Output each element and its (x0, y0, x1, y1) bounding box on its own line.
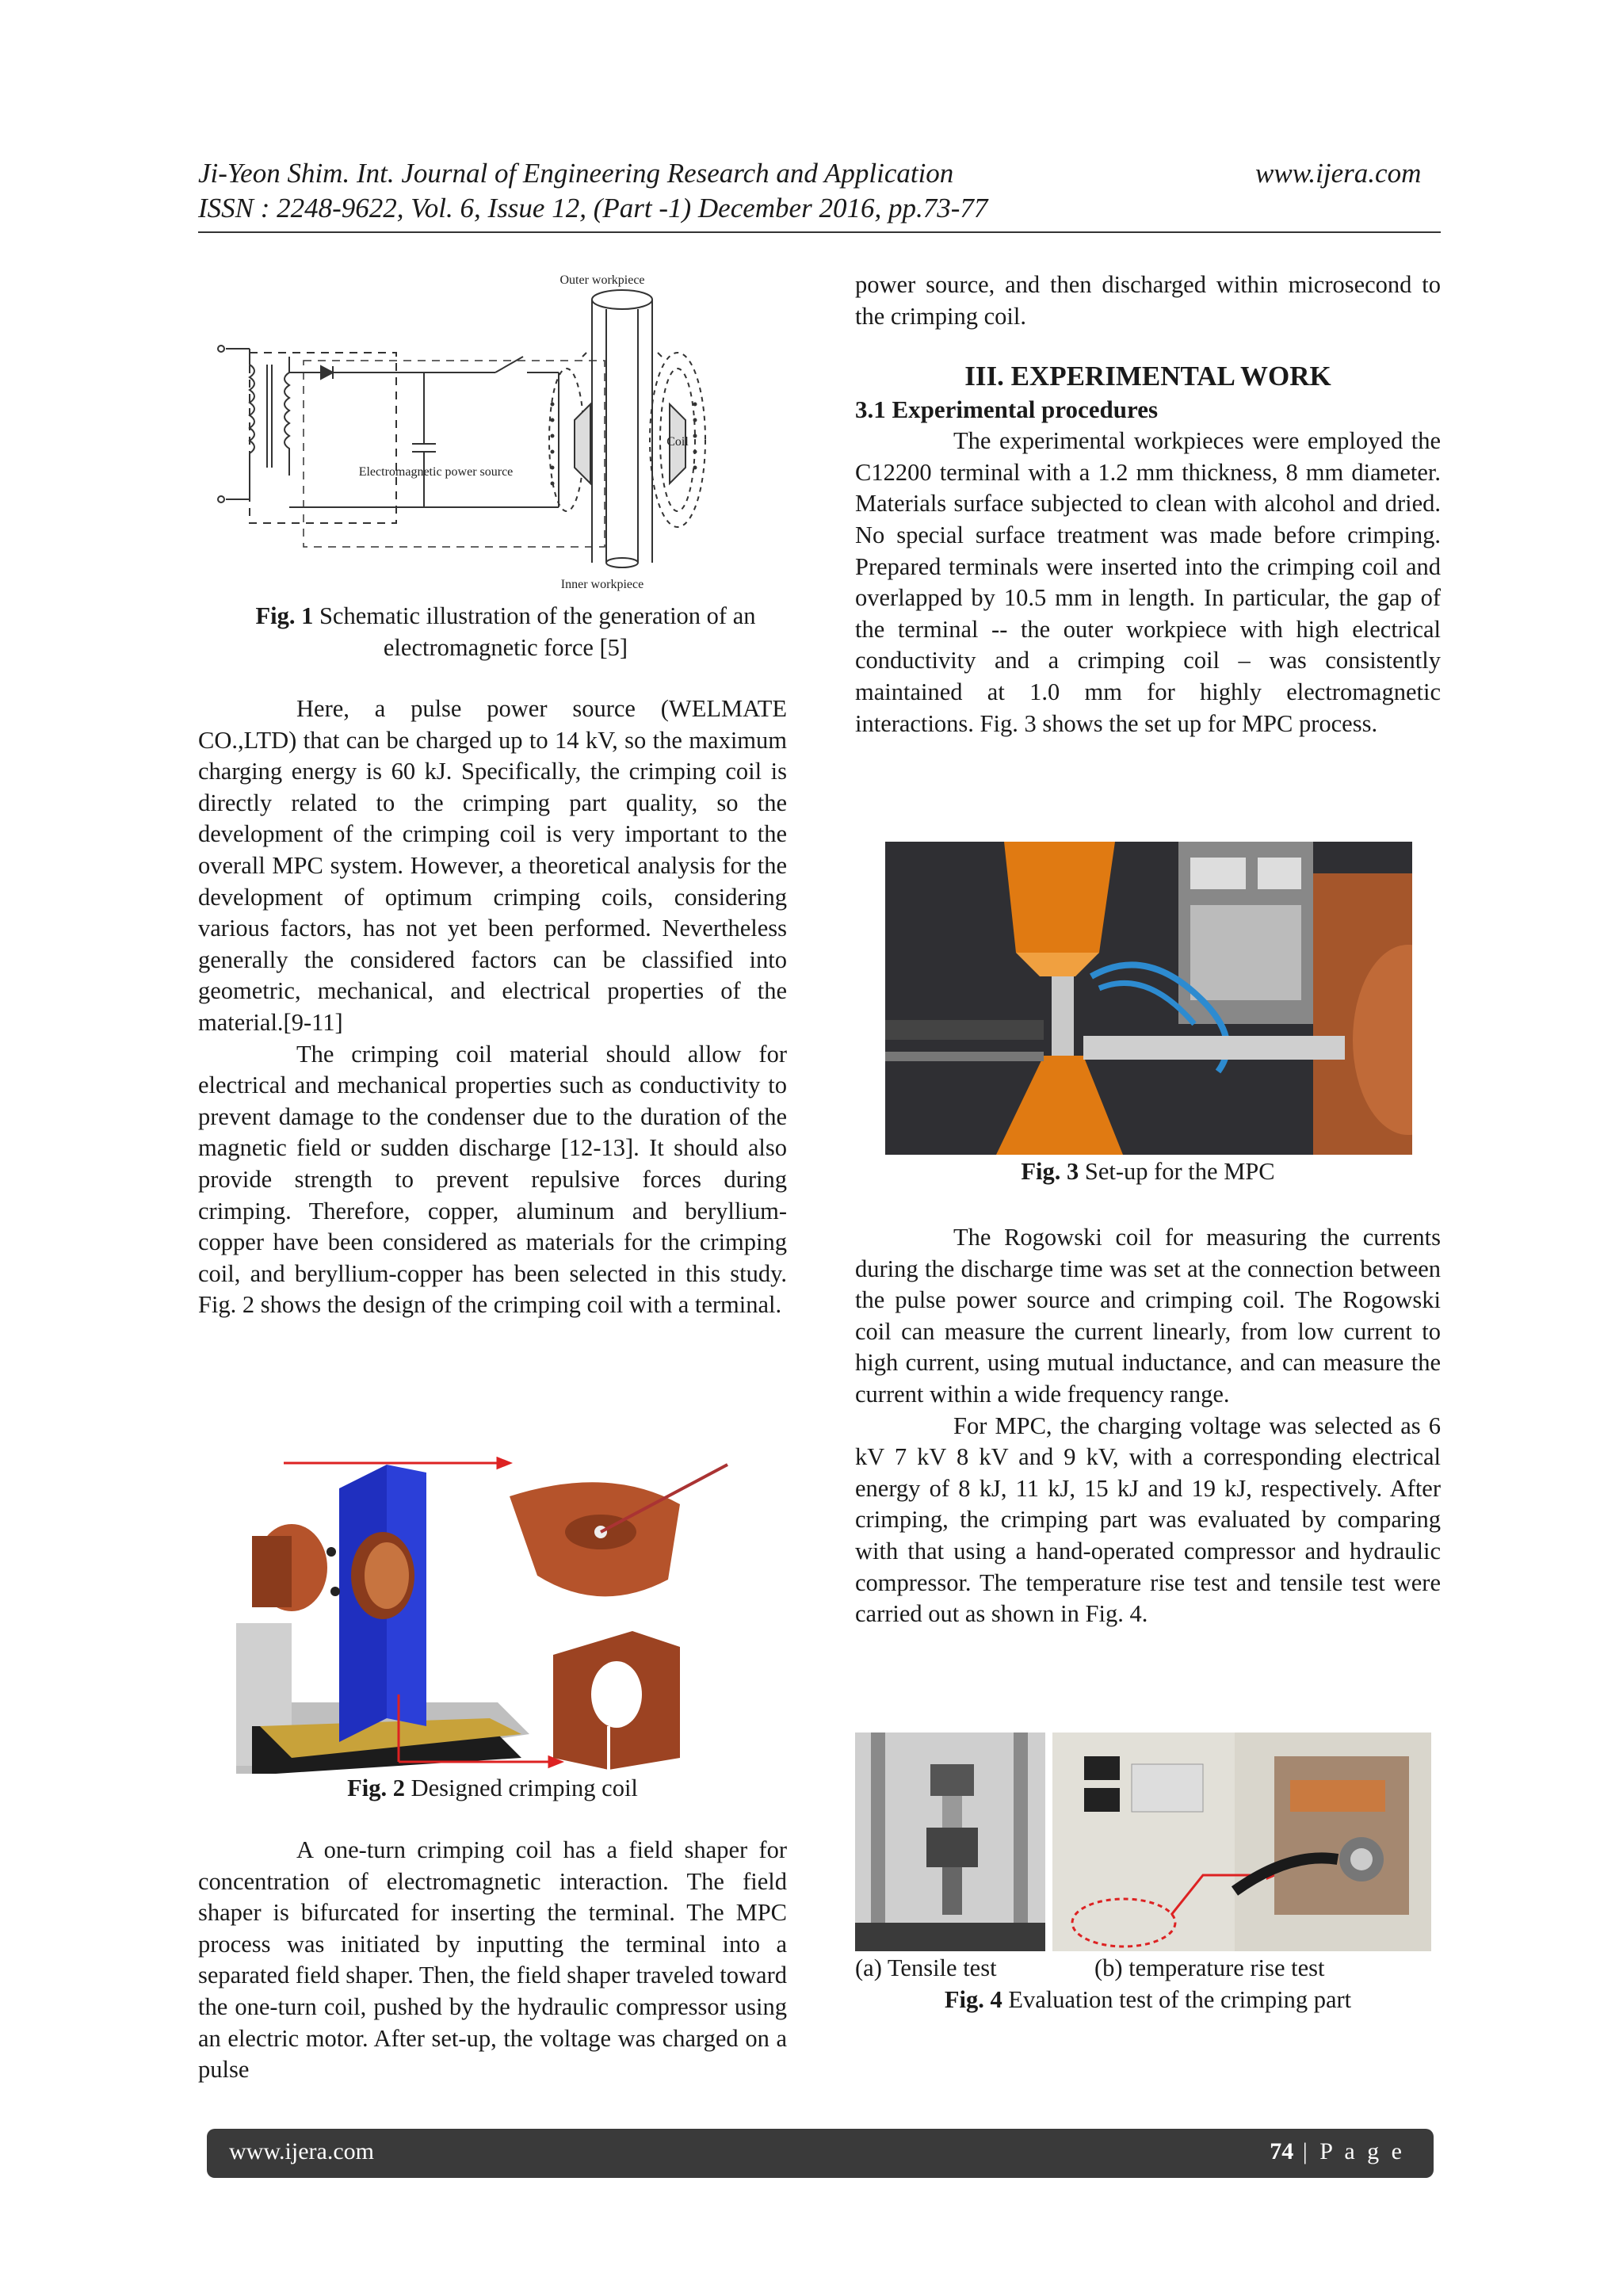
figure-1-label: Fig. 1 (255, 602, 314, 629)
right-column-text-1 (855, 269, 1441, 739)
figure-1-caption-text: Schematic illustration of the generation of an electromagnetic force [5] (313, 602, 756, 661)
paragraph-rogowski-coil: The Rogowski coil for measuring the currents during the discharge time was set at the connection between the pulse power source and crimping coil. The Rogowski coil can measure the current linearly, from low current to high current, using mutual inductance, and can measure the current within a wide frequency range. (855, 1224, 1441, 1408)
figure-1-schematic (210, 269, 765, 594)
figure-4-label: Fig. 4 (944, 1986, 1002, 2013)
label-power-source: Electromagnetic power source (358, 465, 514, 479)
figure-1-caption (252, 600, 759, 663)
paragraph-pulse-power-source: Here, a pulse power source (WELMATE CO.,LTD) that can be charged up to 14 kV, so the maximum charging energy is 60 kJ. Specifically, the crimping coil is directly related to the crimping part quality, so the development of the crimping coil is very important to the overall MPC system. However, a theoretical analysis for the development of optimum crimping coils, considering various factors, has not yet been performed. Nevertheless generally the considered factors can be classified into geometric, mechanical, and electrical properties of the material.[9-11] (198, 695, 787, 1036)
figure-3-setup-photo (885, 842, 1412, 1155)
subsection-title-procedures: 3.1 Experimental procedures (855, 395, 1159, 424)
tensile-test-photo (855, 1733, 1045, 1951)
section-title-experimental-work: III. EXPERIMENTAL WORK (964, 361, 1331, 392)
paragraph-coil-material: The crimping coil material should allow for electrical and mechanical properties such as conductivity to prevent damage to the condenser due to the duration of the magnetic field or sudden discharge [12-13]. It should also provide strength to prevent repulsive forces during crimping. Therefore, copper, aluminum and beryllium-copper have been considered as materials for the crimping coil, and beryllium-copper has been selected in this study. Fig. 2 shows the design of the crimping coil with a terminal. (198, 1040, 787, 1319)
journal-title: Ji-Yeon Shim. Int. Journal of Engineering Research and Application (198, 158, 954, 189)
paragraph-charging-voltage: For MPC, the charging voltage was selected as 6 kV 7 kV 8 kV and 9 kV, with a corresponding electrical energy of 8 kJ, 11 kJ, 15 kJ and 19 kJ, respectively. After crimping, the crimping part was evaluated by comparing with that using a hand-operated compressor and hydraulic compressor. The temperature rise test and tensile test were carried out as shown in Fig. 4. (855, 1412, 1441, 1628)
footer-page-number (1270, 2138, 1405, 2165)
issn-line: ISSN : 2248-9622, Vol. 6, Issue 12, (Part -1) December 2016, pp.73-77 (198, 193, 988, 223)
label-coil: Coil (666, 435, 689, 449)
figure-2-crimping-coil (236, 1457, 731, 1774)
label-outer-workpiece: Outer workpiece (559, 273, 645, 287)
right-column-text-2 (855, 1222, 1441, 1630)
schematic-diagram (210, 269, 765, 594)
paragraph-one-turn-coil: A one-turn crimping coil has a field shaper for concentration of electromagnetic interaction. The field shaper is bifurcated for inserting the terminal. The MPC process was initiated by inputting the terminal into a separated field shaper. Then, the field shaper traveled toward the one-turn coil, pushed by the hydraulic compressor using an electric motor. After set-up, the voltage was charged on a pulse (198, 1836, 787, 2084)
figure-4a-sublabel: (a) Tensile test (855, 1954, 997, 1981)
page-footer (207, 2129, 1434, 2178)
footer-website[interactable]: www.ijera.com (229, 2138, 374, 2164)
left-column-text-1 (198, 693, 787, 1321)
figure-4-caption-text: Evaluation test of the crimping part (1002, 1986, 1352, 2013)
figure-2-label: Fig. 2 (347, 1775, 405, 1801)
paragraph-experimental-workpieces: The experimental workpieces were employed the C12200 terminal with a 1.2 mm thickness, 8 mm diameter. Materials surface subjected to clean with alcohol and dried. No special surface treatment was made before crimping. Prepared terminals were inserted into the crimping coil and overlapped by 10.5 mm in length. In particular, the gap of the terminal -- the outer workpiece with high electrical conductivity and a crimping coil – was consistently maintained at 1.0 mm for highly electromagnetic interactions. Fig. 3 shows the set up for MPC process. (855, 427, 1441, 737)
label-inner-workpiece: Inner workpiece (560, 578, 644, 591)
paragraph-discharge-continued: power source, and then discharged within microsecond to the crimping coil. (855, 271, 1441, 330)
header-rule (198, 231, 1441, 233)
figure-4b-sublabel: (b) temperature rise test (1094, 1954, 1325, 1981)
temperature-rise-photo (1052, 1733, 1431, 1951)
figure-2-caption-text: Designed crimping coil (404, 1775, 638, 1801)
figure-4a-tensile-photo (855, 1733, 1045, 1951)
figure-3-caption-text: Set-up for the MPC (1079, 1158, 1275, 1185)
figure-2-caption (198, 1772, 787, 1804)
crimping-coil-render (236, 1457, 731, 1774)
left-column-text-2 (198, 1835, 787, 2086)
figure-3-caption (855, 1156, 1441, 1187)
figure-4b-temperature-photo (1052, 1733, 1431, 1951)
figure-4-caption (855, 1984, 1441, 2015)
figure-3-label: Fig. 3 (1021, 1158, 1079, 1185)
mpc-setup-photo (885, 842, 1412, 1155)
page-label: | P a g e (1293, 2138, 1405, 2164)
journal-website[interactable]: www.ijera.com (1255, 158, 1422, 189)
page-number: 74 (1270, 2138, 1294, 2164)
